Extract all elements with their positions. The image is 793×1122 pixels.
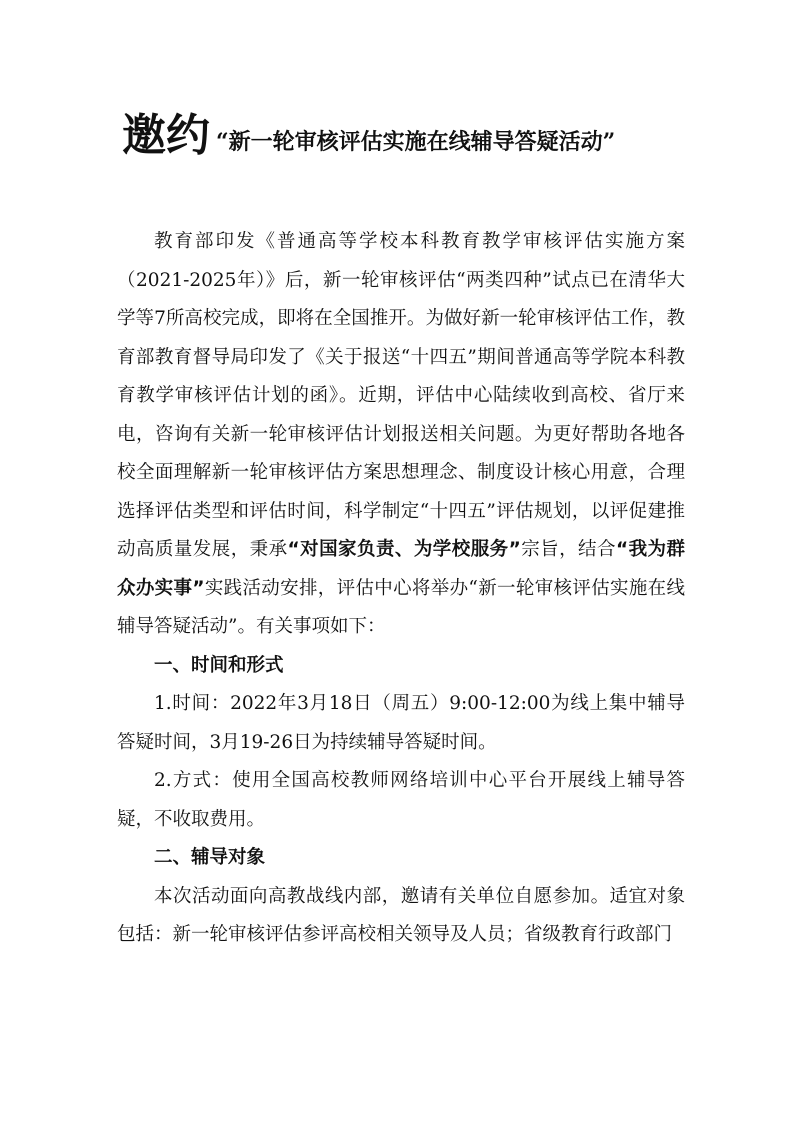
section1-item1: 1.时间：2022年3月18日（周五）9:00-12:00为线上集中辅导答疑时间，3月19-26日为持续辅导答疑时间。 [117, 693, 685, 753]
intro-paragraph [117, 223, 685, 647]
intro-bold-2: “我为群众办实事” [117, 539, 685, 599]
document-body [117, 223, 685, 955]
section2-heading: 二、辅导对象 [154, 847, 266, 868]
section2-text: 本次活动面向高教战线内部，邀请有关单位自愿参加。适宜对象包括：新一轮审核评估参评高校相关领导及人员；省级教育行政部门 [117, 885, 685, 945]
intro-text-2: 宗旨，结合 [520, 539, 616, 560]
intro-bold-1: “对国家负责、为学校服务” [287, 539, 521, 560]
title-text: “新一轮审核评估实施在线辅导答疑活动” [216, 129, 616, 155]
intro-text-1: 教育部印发《普通高等学校本科教育教学审核评估实施方案（2021-2025年）》后，新一轮审核评估“两类四种”试点已在清华大学等7所高校完成，即将在全国推开。为做好新一轮审核评估工作，教育部教育督导局印发了《关于报送“十四五”期间普通高等学院本科教育教学审核评估计划的函》。近期，评估中心陆续收到高校、省厅来电，咨询有关新一轮审核评估计划报送相关问题。为更好帮助各地各校全面理解新一轮审核评估方案思想理念、制度设计核心用意，合理选择评估类型和评估时间，科学制定“十四五”评估规划，以评促建推动高质量发展，秉承 [117, 231, 685, 560]
section1-heading: 一、时间和形式 [154, 654, 284, 676]
intro-text-3: 实践活动安排，评估中心将举办“新一轮审核评估实施在线辅导答疑活动”。有关事项如下： [117, 577, 685, 637]
title-emphasis: 邀约 [122, 110, 210, 161]
section1-item2: 2.方式：使用全国高校教师网络培训中心平台开展线上辅导答疑，不收取费用。 [117, 770, 685, 830]
document-title [122, 106, 722, 162]
